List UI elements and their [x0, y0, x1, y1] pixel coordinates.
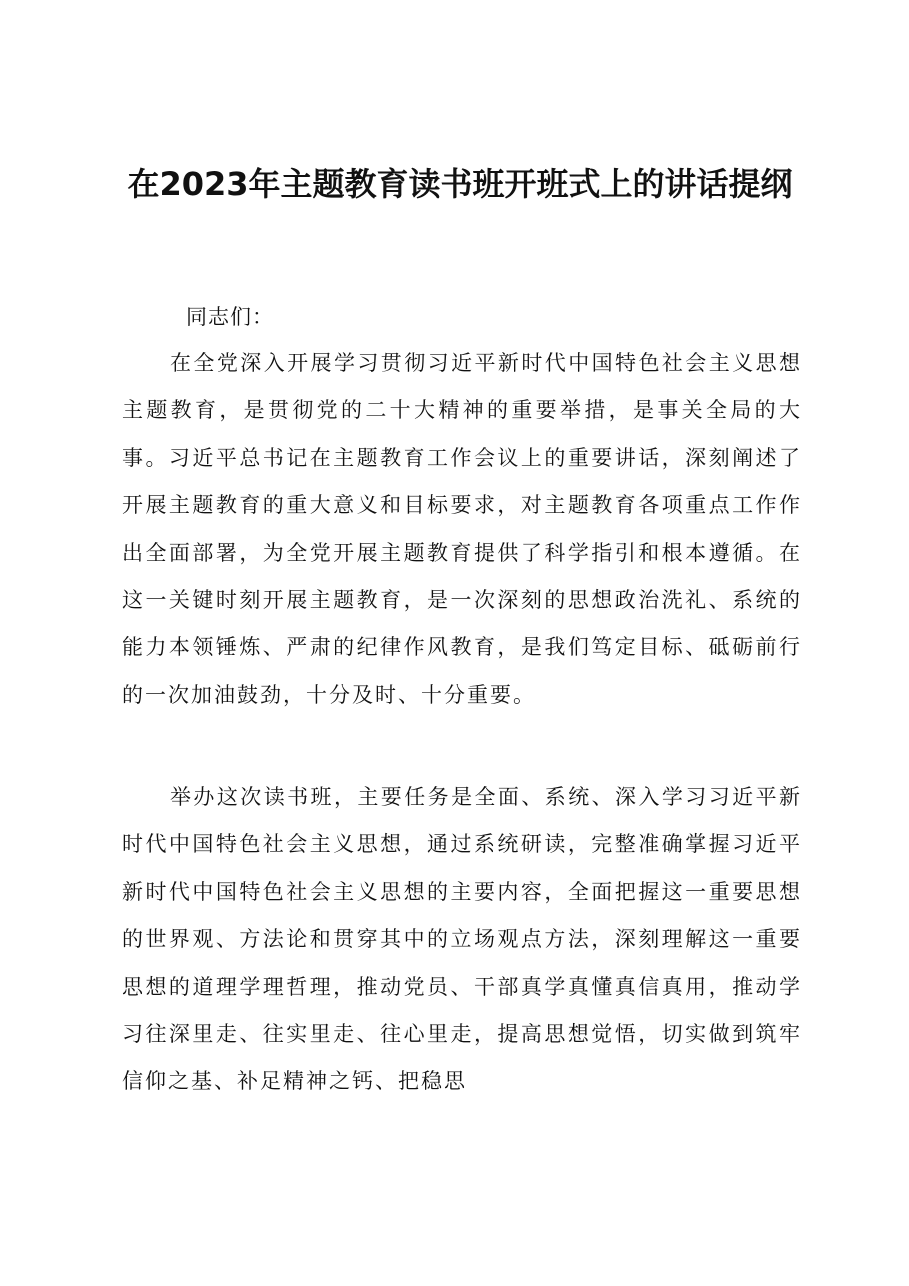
document-title: 在2023年主题教育读书班开班式上的讲话提纲 [127, 165, 793, 203]
paragraph: 在全党深入开展学习贯彻习近平新时代中国特色社会主义思想主题教育，是贯彻党的二十大精神的重要举措，是事关全局的大事。习近平总书记在主题教育工作会议上的重要讲话，深刻阐述了开展主题教育的重大意义和目标要求，对主题教育各项重点工作作出全面部署，为全党开展主题教育提供了科学指引和根本遵循。在这一关键时刻开展主题教育，是一次深刻的思想政治洗礼、系统的能力本领锤炼、严肃的纪律作风教育，是我们笃定目标、砥砺前行的一次加油鼓劲，十分及时、十分重要。 [122, 351, 802, 707]
paragraph: 举办这次读书班，主要任务是全面、系统、深入学习习近平新时代中国特色社会主义思想，通过系统研读，完整准确掌握习近平新时代中国特色社会主义思想的主要内容，全面把握这一重要思想的世界观、方法论和贯穿其中的立场观点方法，深刻理解这一重要思想的道理学理哲理，推动党员、干部真学真懂真信真用，推动学习往深里走、往实里走、往心里走，提高思想觉悟，切实做到筑牢信仰之基、补足精神之钙、把稳思 [122, 785, 802, 1094]
greeting: 同志们： [186, 305, 274, 329]
